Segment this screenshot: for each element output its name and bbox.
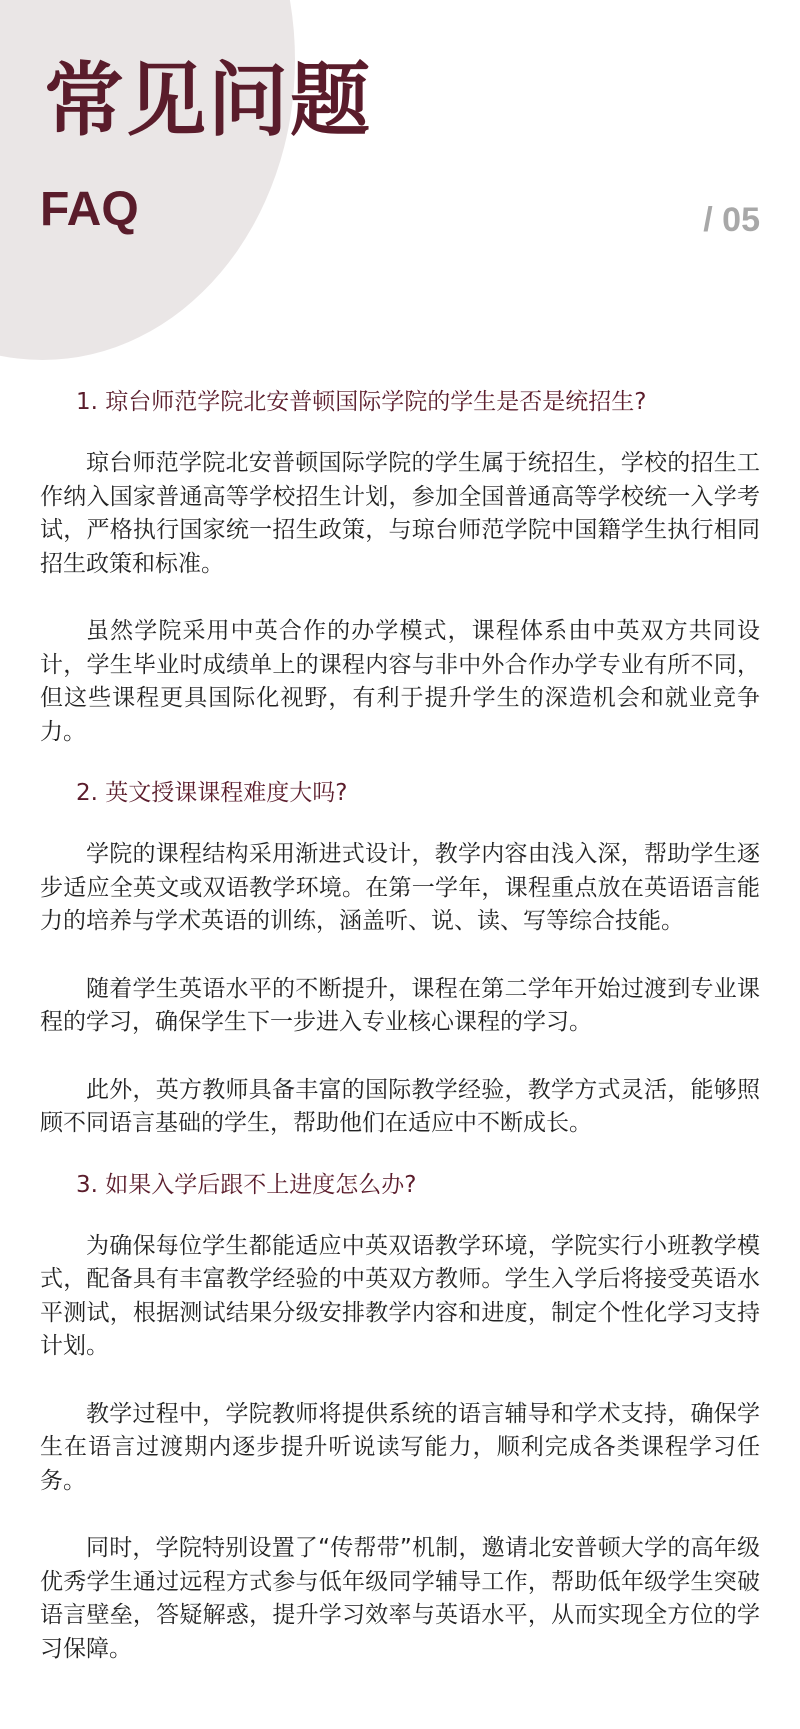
faq-item-3 xyxy=(40,1165,760,1667)
faq-answer-paragraph: 学院的课程结构采用渐进式设计，教学内容由浅入深，帮助学生逐步适应全英文或双语教学环境。在第一学年，课程重点放在英语语言能力的培养与学术英语的训练，涵盖听、说、读、写等综合技能。 xyxy=(40,841,760,934)
faq-answer-paragraph: 同时，学院特别设置了“传帮带”机制，邀请北安普顿大学的高年级优秀学生通过远程方式参与低年级同学辅导工作，帮助低年级学生突破语言壁垒，答疑解惑，提升学习效率与英语水平，从而实现全方位的学习保障。 xyxy=(40,1535,760,1662)
faq-answer-paragraph: 虽然学院采用中英合作的办学模式，课程体系由中英双方共同设计，学生毕业时成绩单上的课程内容与非中外合作办学专业有所不同，但这些课程更具国际化视野，有利于提升学生的深造机会和就业竞争力。 xyxy=(40,618,760,745)
faq-answer-paragraph: 为确保每位学生都能适应中英双语教学环境，学院实行小班教学模式，配备具有丰富教学经验的中英双方教师。学生入学后将接受英语水平测试，根据测试结果分级安排教学内容和进度，制定个性化学习支持计划。 xyxy=(40,1232,760,1359)
page-subtitle: FAQ xyxy=(40,183,139,236)
faq-answer-paragraph: 教学过程中，学院教师将提供系统的语言辅导和学术支持，确保学生在语言过渡期内逐步提升听说读写能力，顺利完成各类课程学习任务。 xyxy=(40,1400,760,1494)
faq-answer-paragraph: 随着学生英语水平的不断提升，课程在第二学年开始过渡到专业课程的学习，确保学生下一步进入专业核心课程的学习。 xyxy=(40,975,760,1035)
faq-answer-paragraph: 琼台师范学院北安普顿国际学院的学生属于统招生，学校的招生工作纳入国家普通高等学校招生计划，参加全国普通高等学校统一入学考试，严格执行国家统一招生政策，与琼台师范学院中国籍学生执行相同招生政策和标准。 xyxy=(40,450,760,577)
faq-question: 3. 如果入学后跟不上进度怎么办? xyxy=(76,1171,417,1198)
faq-item-2 xyxy=(40,773,760,1141)
faq-question: 2. 英文授课课程难度大吗? xyxy=(76,780,348,806)
page-number: / 05 xyxy=(703,201,760,239)
faq-list xyxy=(40,382,760,1666)
faq-item-1 xyxy=(40,382,760,749)
page-title: 常见问题 xyxy=(44,54,372,147)
faq-answer-paragraph: 此外，英方教师具备丰富的国际教学经验，教学方式灵活，能够照顾不同语言基础的学生，帮助他们在适应中不断成长。 xyxy=(40,1076,760,1136)
faq-question: 1. 琼台师范学院北安普顿国际学院的学生是否是统招生? xyxy=(76,389,647,415)
